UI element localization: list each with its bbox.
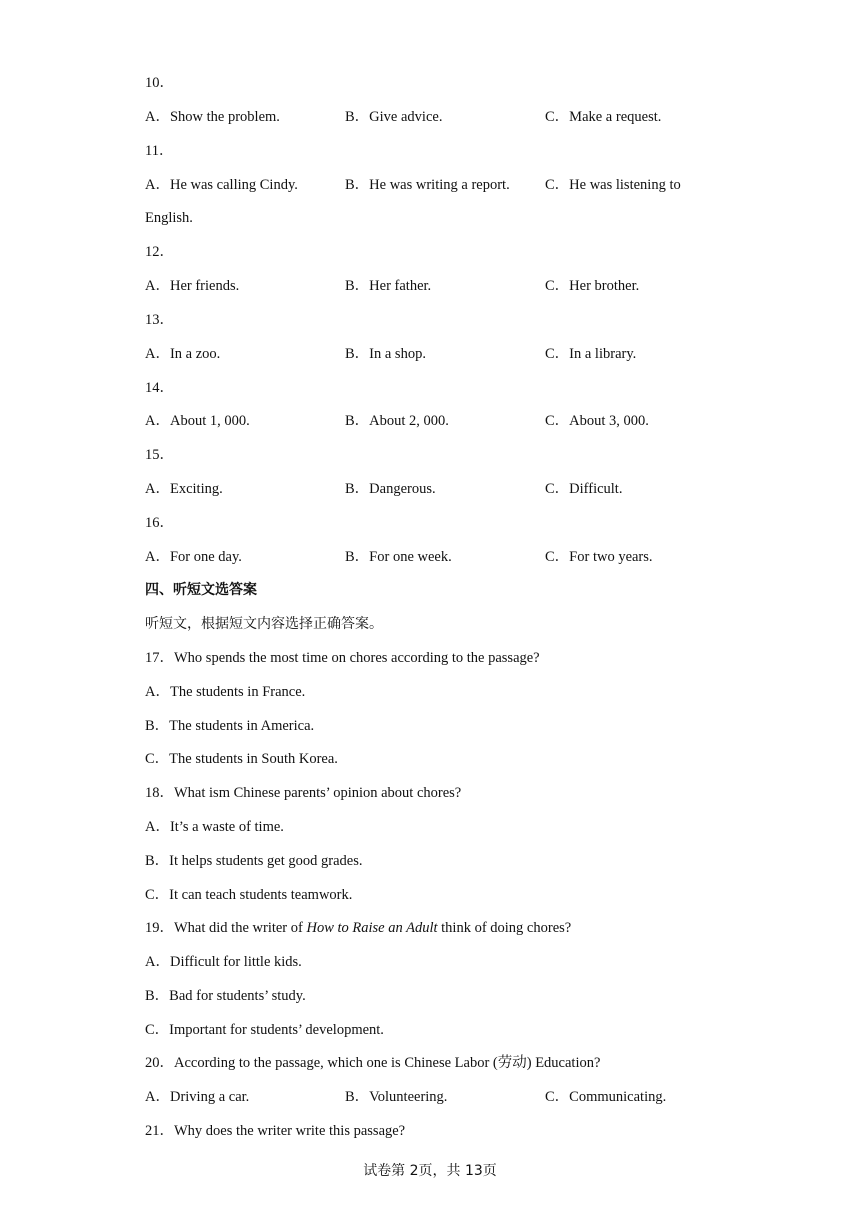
q10-option-a: A．Show the problem. (145, 109, 280, 125)
q18-option-c: C．It can teach students teamwork. (145, 887, 353, 903)
page-footer: 试卷第 2页，共 13页 (363, 1163, 497, 1179)
q13-option-b: B．In a shop. (345, 346, 426, 362)
q17-option-b: B．The students in America. (145, 718, 315, 734)
q18-option-a: A．It’s a waste of time. (145, 819, 284, 835)
question-16-number: 16． (145, 515, 174, 531)
q15-option-c: C．Difficult. (545, 481, 623, 497)
q11-option-c: C．He was listening to (545, 177, 681, 193)
q19-option-c: C．Important for students’ development. (145, 1022, 384, 1038)
section-4-instruction: 听短文，根据短文内容选择正确答案。 (145, 616, 383, 632)
q19-option-b: B．Bad for students’ study. (145, 988, 306, 1004)
q12-option-b: B．Her father. (345, 278, 432, 294)
q16-option-b: B．For one week. (345, 549, 452, 565)
q20-option-a: A．Driving a car. (145, 1089, 250, 1105)
section-4-title: 四、听短文选答案 (145, 582, 257, 598)
q17-option-c: C．The students in South Korea. (145, 751, 338, 767)
q11-option-c-wrap: English. (145, 210, 193, 226)
question-14-number: 14． (145, 380, 174, 396)
question-10-number: 10． (145, 75, 174, 91)
q19-option-a: A．Difficult for little kids. (145, 954, 302, 970)
q14-option-c: C．About 3, 000. (545, 413, 649, 429)
question-15-number: 15． (145, 447, 174, 463)
q12-option-a: A．Her friends. (145, 278, 240, 294)
q15-option-a: A．Exciting. (145, 481, 223, 497)
q11-option-b: B．He was writing a report. (345, 177, 510, 193)
question-12-number: 12． (145, 244, 174, 260)
q14-option-b: B．About 2, 000. (345, 413, 449, 429)
question-20-stem: 20．According to the passage, which one is Chinese Labor (劳动) Education? (145, 1055, 601, 1071)
q18-option-b: B．It helps students get good grades. (145, 853, 363, 869)
question-11-number: 11． (145, 143, 174, 159)
question-17-stem: 17．Who spends the most time on chores according to the passage? (145, 650, 540, 666)
q13-option-a: A．In a zoo. (145, 346, 221, 362)
q16-option-c: C．For two years. (545, 549, 653, 565)
q20-option-b: B．Volunteering. (345, 1089, 448, 1105)
q16-option-a: A．For one day. (145, 549, 242, 565)
question-13-number: 13． (145, 312, 174, 328)
q17-option-a: A．The students in France. (145, 684, 306, 700)
question-19-stem (145, 918, 571, 938)
q19-stem-pre: 19．What did the writer of (145, 920, 307, 936)
q19-stem-post: think of doing chores? (437, 920, 572, 936)
q10-option-b: B．Give advice. (345, 109, 443, 125)
q12-option-c: C．Her brother. (545, 278, 640, 294)
question-18-stem: 18．What ism Chinese parents’ opinion about chores? (145, 785, 462, 801)
q15-option-b: B．Dangerous. (345, 481, 436, 497)
q13-option-c: C．In a library. (545, 346, 637, 362)
q14-option-a: A．About 1, 000. (145, 413, 250, 429)
question-21-stem: 21．Why does the writer write this passage? (145, 1123, 406, 1139)
q11-option-a: A．He was calling Cindy. (145, 177, 298, 193)
q19-book-title: How to Raise an Adult (306, 920, 438, 936)
q10-option-c: C．Make a request. (545, 109, 662, 125)
q20-option-c: C．Communicating. (545, 1089, 667, 1105)
